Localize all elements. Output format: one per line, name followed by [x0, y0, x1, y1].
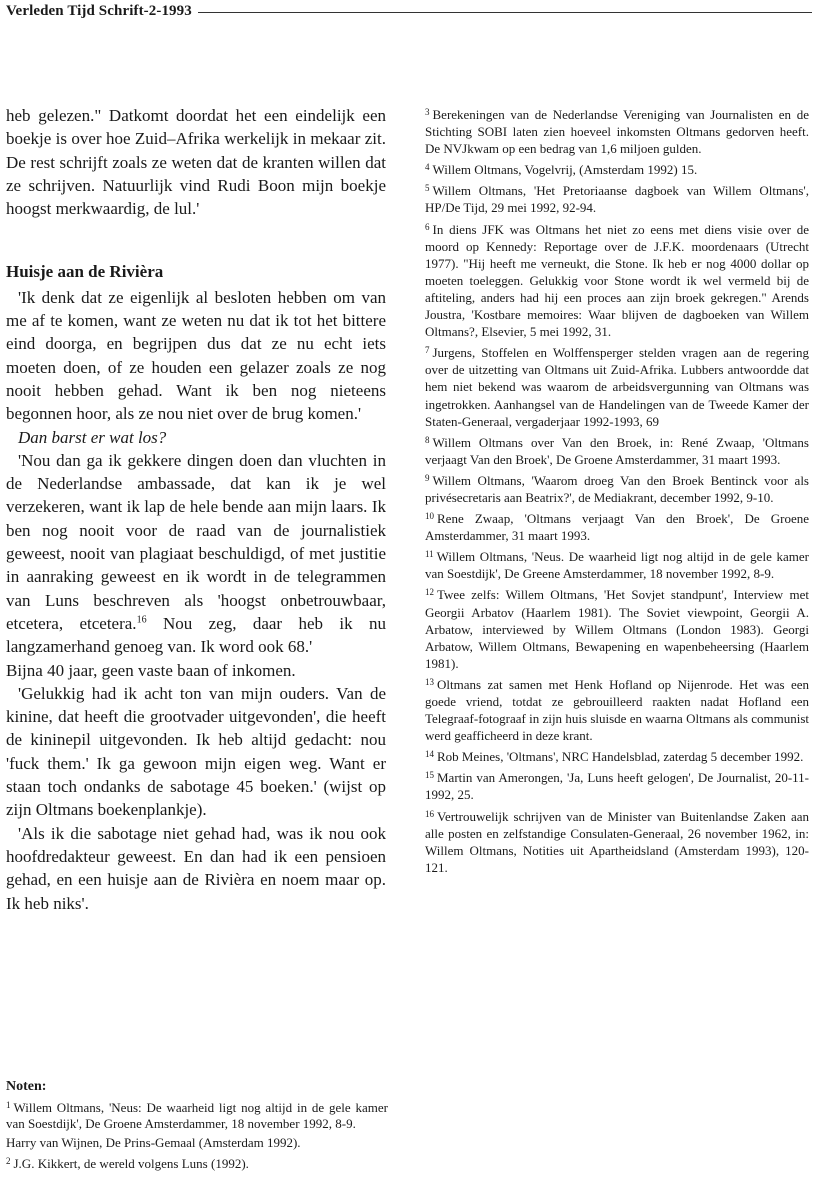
footnote-text: In diens JFK was Oltmans het niet zo eens met diens visie over de moord op Kennedy: Reportage over de J.F.K. moordenaars (Utrecht 1977). "Hij heeft me verneukt, die Stone. Ik heb er nog 4000 dollar op moeten toeleggen. Gelukkig voor Stone wordt ik wel vermeld bij de aftiteling, anders had hij een proces aan zijn broek gekregen." Arends Joustra, 'Kostbare memoires: Waar blijven de dagboeken van Willem Oltmans?, Elsevier, 5 mei 1992, 31.: [425, 221, 809, 340]
footnote-text: Willem Oltmans, 'Het Pretoriaanse dagboek van Willem Oltmans', HP/De Tijd, 29 mei 1992, 92-94.: [425, 183, 809, 216]
body-paragraph-4: 'Gelukkig had ik acht ton van mijn ouders. Van de kinine, dat heeft die grootvader uitgevonden', die heeft de kininepil uitgevonden. Ik heb altijd gedacht: nou 'fuck them.' Ik ga gewoon mijn eigen weg. Want er staan toch ondanks de sabotage 45 boeken.' (wijst op zijn Oltmans boekenplankje).: [6, 683, 386, 820]
footnote-ref-16[interactable]: 16: [136, 614, 147, 626]
footnote-text: Jurgens, Stoffelen en Wolffensperger stelden vragen aan de regering over de uitzetting van Oltmans uit Zuid-Afrika. Lubbers antwoordde dat hem niet bekend was waarom de arbeidsvergunning van Oltmans was ingetrokken. Aanhangsel van de Handelingen van de Tweede Kamer der Staten-Generaal, vergaderjaar 1992-1993, 69: [425, 345, 809, 429]
body-paragraph-2-text: 'Nou dan ga ik gekkere dingen doen dan vluchten in de Nederlandse ambassade, dat kan ik je wel verzekeren, want ik lap de hele bende aan mijn laars. Ik ben nog nooit voor de raad van de journalistiek geweest, nooit van plagiaat beschuldigd, of met justitie in aanraking geweest en ik wordt in de telegrammen van Luns beschreven als 'hoogst onbetrouwbaar, etcetera, etcetera.: [6, 450, 386, 633]
footnote-text: Vertrouwelijk schrijven van de Minister van Buitenlandse Zaken aan alle posten en zelfstandige Consulaten-Generaal, 26 november 1962, in: Willem Oltmans, Notities uit Apartheidsland (Amsterdam 1993), 120-121.: [425, 808, 809, 875]
footnote-number: 15: [425, 770, 434, 781]
left-column: [6, 104, 386, 915]
footnote-text: Willem Oltmans, 'Neus. De waarheid ligt nog altijd in de gele kamer van Soestdijk', De Greene Amsterdammer, 18 november 1992, 8-9.: [425, 549, 809, 582]
footnote-text: Willem Oltmans, Vogelvrij, (Amsterdam 1992) 15.: [432, 162, 698, 178]
intro-paragraph: heb gelezen." Datkomt doordat het een eindelijk een boekje is over hoe Zuid–Afrika werkelijk in mekaar zit. De rest schrijft zoals ze weten dat de kranten willen dat ze schrijven. Natuurlijk vind Rudi Boon mijn boekje hoogst merkwaardig, de lul.': [6, 106, 386, 219]
interview-question: Dan barst er wat los?: [18, 427, 167, 447]
footnote-9: [425, 470, 809, 506]
footnotes-column: [425, 104, 809, 878]
footnote-number: 7: [425, 345, 430, 356]
notes-section: [6, 1079, 388, 1174]
footnote-number: 6: [425, 221, 430, 232]
footnote-text: Willem Oltmans over Van den Broek, in: René Zwaap, 'Oltmans verjaagt Van den Broek', De Groene Amsterdammer, 31 maart 1993.: [425, 434, 809, 467]
header-rule: [198, 12, 812, 13]
footnote-number: 5: [425, 183, 430, 194]
section-heading: Huisje aan de Rivièra: [6, 262, 164, 282]
footnote-3: [425, 104, 809, 157]
footnote-5: [425, 180, 809, 216]
footnote-text: Willem Oltmans, 'Waarom droeg Van den Broek Bentinck voor als privésecretaris aan Beatrix?', de Mediakrant, december 1992, 9-10.: [425, 472, 809, 505]
footnote-8: [425, 432, 809, 468]
footnote-6: [425, 219, 809, 341]
footnote-4: [425, 159, 809, 178]
footnote-text: Oltmans zat samen met Henk Hofland op Nijenrode. Het was een goede vriend, totdat ze gebrouilleerd raakten nadat Hofland een Telegraaf-fotograaf in zijn huis sluisde en waarna Oltmans als communist werd geafficheerd in deze krant.: [425, 676, 809, 744]
footnote-10: [425, 508, 809, 544]
footnote-text: Twee zelfs: Willem Oltmans, 'Het Sovjet standpunt', Interview met Georgii Arbatov (Haarlem 1981). The Soviet viewpoint, Georgii A. Arbatow, interviewed by Willem Oltmans (London 1983). Georgi Arbatow, Willem Oltmans, Bewapening en wapenbeheersing (Haarlem 1981).: [425, 587, 809, 671]
footnote-16: [425, 806, 809, 876]
footnote-number: 3: [425, 107, 430, 117]
footnote-number: 16: [425, 808, 434, 819]
footnote-text: Martin van Amerongen, 'Ja, Luns heeft gelogen', De Journalist, 20-11-1992, 25.: [425, 770, 809, 803]
footnote-7: [425, 342, 809, 429]
footnote-number: 1: [6, 1100, 11, 1111]
running-header: [6, 0, 812, 22]
body-paragraph-2-tail: Nou zeg, daar heb ik nu langzamerhand genoeg van. Ik word ook 68.': [6, 613, 387, 657]
footnote-13: [425, 674, 809, 744]
footnote-text: Willem Oltmans, 'Neus: De waarheid ligt nog altijd in de gele kamer van Soestdijk', De Groene Amsterdammer, 18 november 1992, 8-9.: [6, 1100, 388, 1132]
notes-list: [6, 1097, 388, 1172]
footnote-text: J.G. Kikkert, de wereld volgens Luns (1992).: [13, 1155, 249, 1171]
footnote-number: 13: [425, 676, 434, 687]
footnote-number: 8: [425, 434, 430, 445]
footnote-text: Harry van Wijnen, De Prins-Gemaal (Amsterdam 1992).: [6, 1134, 301, 1150]
note-1: [6, 1097, 388, 1132]
footnote-number: 12: [425, 587, 434, 598]
footnote-11: [425, 546, 809, 582]
footnote-12: [425, 584, 809, 671]
footnote-text: Rene Zwaap, 'Oltmans verjaagt Van den Broek', De Groene Amsterdammer, 31 maart 1993.: [425, 511, 809, 544]
note-2: [6, 1153, 388, 1172]
footnote-number: 9: [425, 472, 430, 483]
running-header-title: Verleden Tijd Schrift-2-1993: [6, 2, 192, 19]
footnote-number: 10: [425, 511, 434, 522]
body-paragraph-2: [6, 449, 386, 659]
footnote-number: 4: [425, 162, 430, 173]
footnote-14: [425, 746, 809, 765]
footnote-number: 11: [425, 549, 434, 560]
body-paragraph-5: 'Als ik die sabotage niet gehad had, was ik nou ook hoofdredakteur geweest. En dan had ik een pensioen gehad, en een huisje aan de Rivièra en noem maar op. Ik heb niks'.: [6, 823, 386, 913]
notes-title: Noten:: [6, 1079, 47, 1094]
footnote-text: Rob Meines, 'Oltmans', NRC Handelsblad, zaterdag 5 december 1992.: [437, 749, 804, 765]
footnote-number: 14: [425, 749, 434, 760]
footnote-number: 2: [6, 1155, 11, 1166]
footnote-text: Berekeningen van de Nederlandse Vereniging van Journalisten en de Stichting SOBI laten zien hoeveel inkomsten Oltmans gedorven heeft. De NVJkwam op een bedrag van 1,6 miljoen gulden.: [425, 107, 809, 157]
body-paragraph-1: 'Ik denk dat ze eigenlijk al besloten hebben om van me af te komen, want ze weten nu dat ik tot het bittere eind doorga, en begrijpen dus dat ze nu echt iets moeten doen, of ze houden een gelazer zoals ze nog nooit hebben gehad. Want ik ben nog nieteens begonnen hoor, als ze nou niet over de brug komen.': [6, 287, 386, 424]
body-paragraph-3: Bijna 40 jaar, geen vaste baan of inkomen.: [6, 660, 296, 680]
footnote-15: [425, 767, 809, 803]
note-unnumbered-1: [6, 1135, 388, 1151]
